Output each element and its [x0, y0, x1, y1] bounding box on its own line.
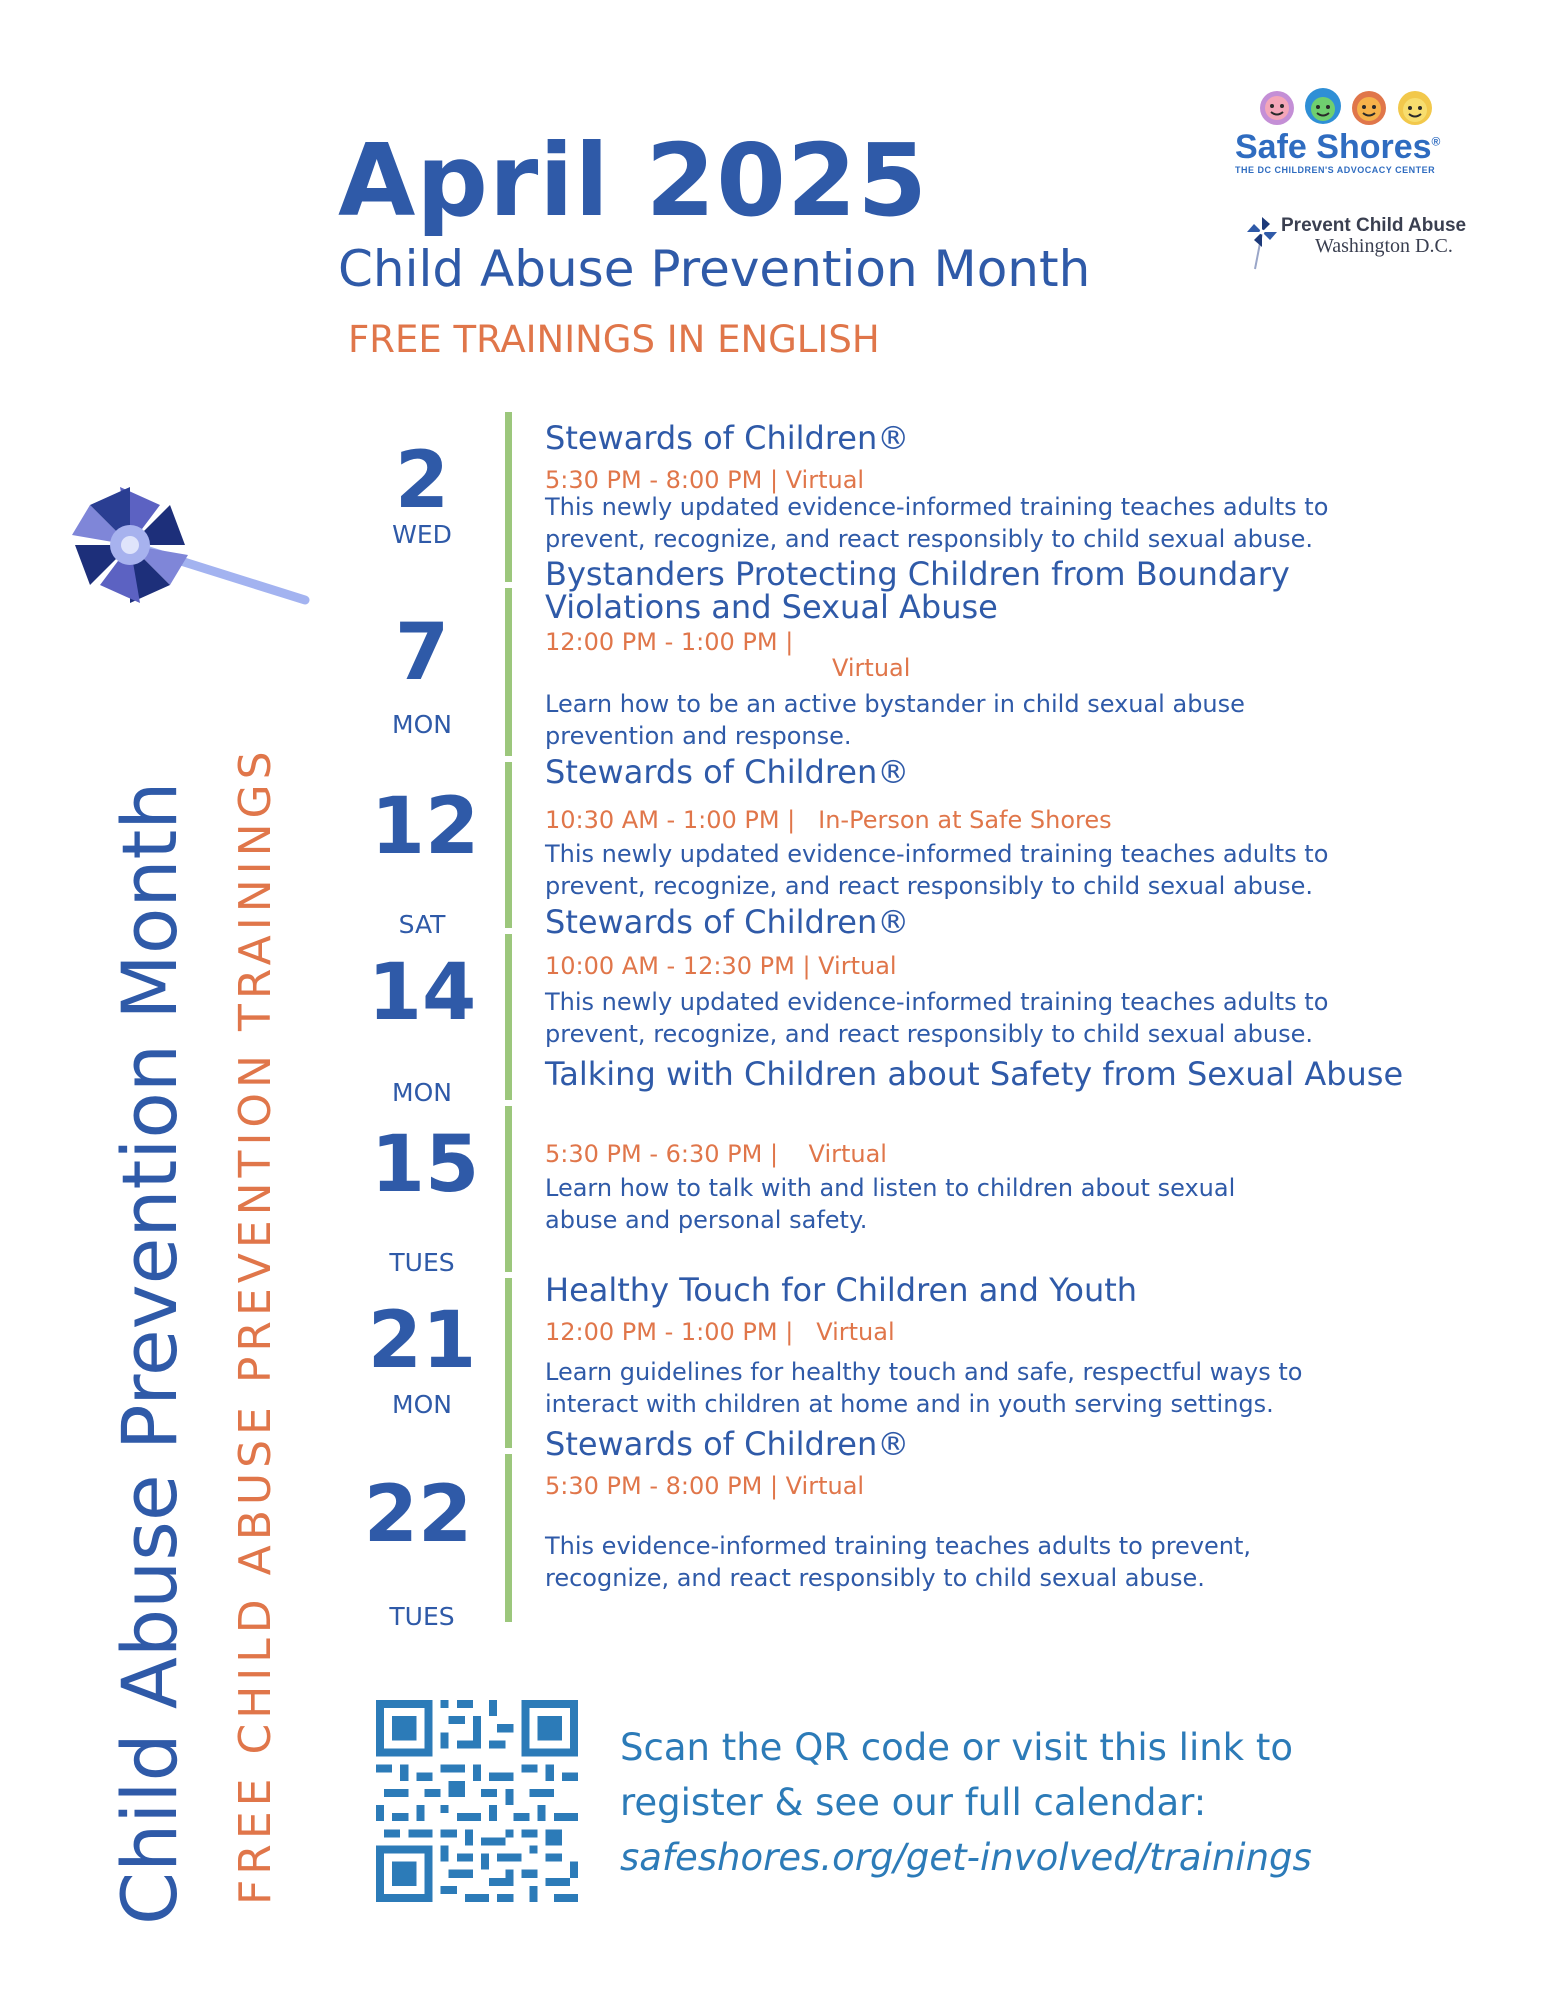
event-weekday: TUES: [389, 1602, 455, 1631]
timeline-segment: [505, 588, 512, 756]
event-description: This newly updated evidence-informed training teaches adults to prevent, recognize, and react responsibly to child sexual abuse.: [545, 988, 1329, 1048]
event-description: Learn guidelines for healthy touch and safe, respectful ways to interact with children at home and in youth serving settings.: [545, 1358, 1303, 1418]
event-time: 12:00 PM - 1:00 PM | Virtual: [545, 1318, 895, 1346]
event-day: 14: [367, 948, 477, 1038]
safe-shores-tagline: THE DC CHILDREN'S ADVOCACY CENTER: [1235, 165, 1436, 175]
small-pinwheel-icon: [1245, 215, 1279, 271]
event-title: Stewards of Children®: [545, 753, 910, 791]
pca-line1: Prevent Child Abuse: [1281, 215, 1467, 236]
event-time: 5:30 PM - 8:00 PM | Virtual: [545, 1472, 865, 1500]
event-time: 10:30 AM - 1:00 PM | In-Person at Safe Shores: [545, 806, 1112, 834]
event-title: Stewards of Children®: [545, 903, 910, 941]
event-description: This evidence-informed training teaches adults to prevent, recognize, and react responsibly to child sexual abuse.: [545, 1532, 1252, 1592]
event-description: Learn how to talk with and listen to children about sexual abuse and personal safety.: [545, 1174, 1236, 1234]
call-to-action: [620, 1720, 1312, 1885]
event-weekday: MON: [392, 1078, 452, 1107]
page-tagline: FREE TRAININGS IN ENGLISH: [348, 318, 880, 361]
registration-link[interactable]: safeshores.org/get-involved/trainings: [620, 1836, 1312, 1879]
event-weekday: MON: [392, 1390, 452, 1419]
timeline-segment: [505, 1278, 512, 1448]
event-weekday: WED: [392, 520, 452, 549]
page-title: April 2025: [338, 122, 928, 239]
cta-line1: Scan the QR code or visit this link to: [620, 1726, 1294, 1769]
event-day: 15: [370, 1120, 480, 1210]
event-time: 5:30 PM - 8:00 PM | Virtual: [545, 466, 865, 494]
safe-shores-name: Safe Shores®: [1235, 128, 1441, 166]
pinwheel-icon: [40, 460, 310, 630]
sidebar-title: Child Abuse Prevention Month: [105, 781, 194, 1925]
event-title: Stewards of Children®: [545, 1425, 910, 1463]
event-description: This newly updated evidence-informed training teaches adults to prevent, recognize, and react responsibly to child sexual abuse.: [545, 840, 1329, 900]
event-title: Bystanders Protecting Children from Boundary Violations and Sexual Abuse: [545, 555, 1290, 626]
event-weekday: SAT: [398, 910, 446, 939]
prevent-child-abuse-logo: [1245, 215, 1466, 271]
event-title: Healthy Touch for Children and Youth: [545, 1271, 1138, 1309]
timeline-segment: [505, 934, 512, 1100]
event-day: 21: [367, 1296, 477, 1386]
cta-line2: register & see our full calendar:: [620, 1781, 1207, 1824]
event-description: Learn how to be an active bystander in child sexual abuse prevention and response.: [545, 690, 1245, 750]
event-time: 5:30 PM - 6:30 PM | Virtual: [545, 1140, 887, 1168]
event-time: 10:00 AM - 12:30 PM | Virtual: [545, 952, 897, 980]
event-weekday: TUES: [389, 1248, 455, 1277]
event-description: This newly updated evidence-informed training teaches adults to prevent, recognize, and react responsibly to child sexual abuse.: [545, 493, 1329, 553]
pca-line2: Washington D.C.: [1315, 235, 1453, 257]
sidebar-subtitle: FREE CHILD ABUSE PREVENTION TRAININGS: [230, 746, 281, 1905]
timeline-segment: [505, 1454, 512, 1622]
page-subtitle: Child Abuse Prevention Month: [338, 240, 1091, 298]
timeline-segment: [505, 412, 512, 582]
event-title: Talking with Children about Safety from Sexual Abuse: [545, 1055, 1404, 1093]
safe-shores-logo: [1235, 80, 1495, 175]
event-time-mode: Virtual: [832, 654, 911, 682]
event-day: 7: [394, 608, 450, 698]
event-title: Stewards of Children®: [545, 419, 910, 457]
kids-faces-icon: [1255, 80, 1495, 128]
event-time: 12:00 PM - 1:00 PM |: [545, 628, 794, 656]
timeline-segment: [505, 1106, 512, 1272]
event-day: 12: [370, 782, 480, 872]
event-day: 22: [363, 1470, 473, 1560]
qr-code[interactable]: [376, 1700, 578, 1902]
event-weekday: MON: [392, 710, 452, 739]
event-day: 2: [394, 436, 450, 526]
timeline-segment: [505, 762, 512, 928]
